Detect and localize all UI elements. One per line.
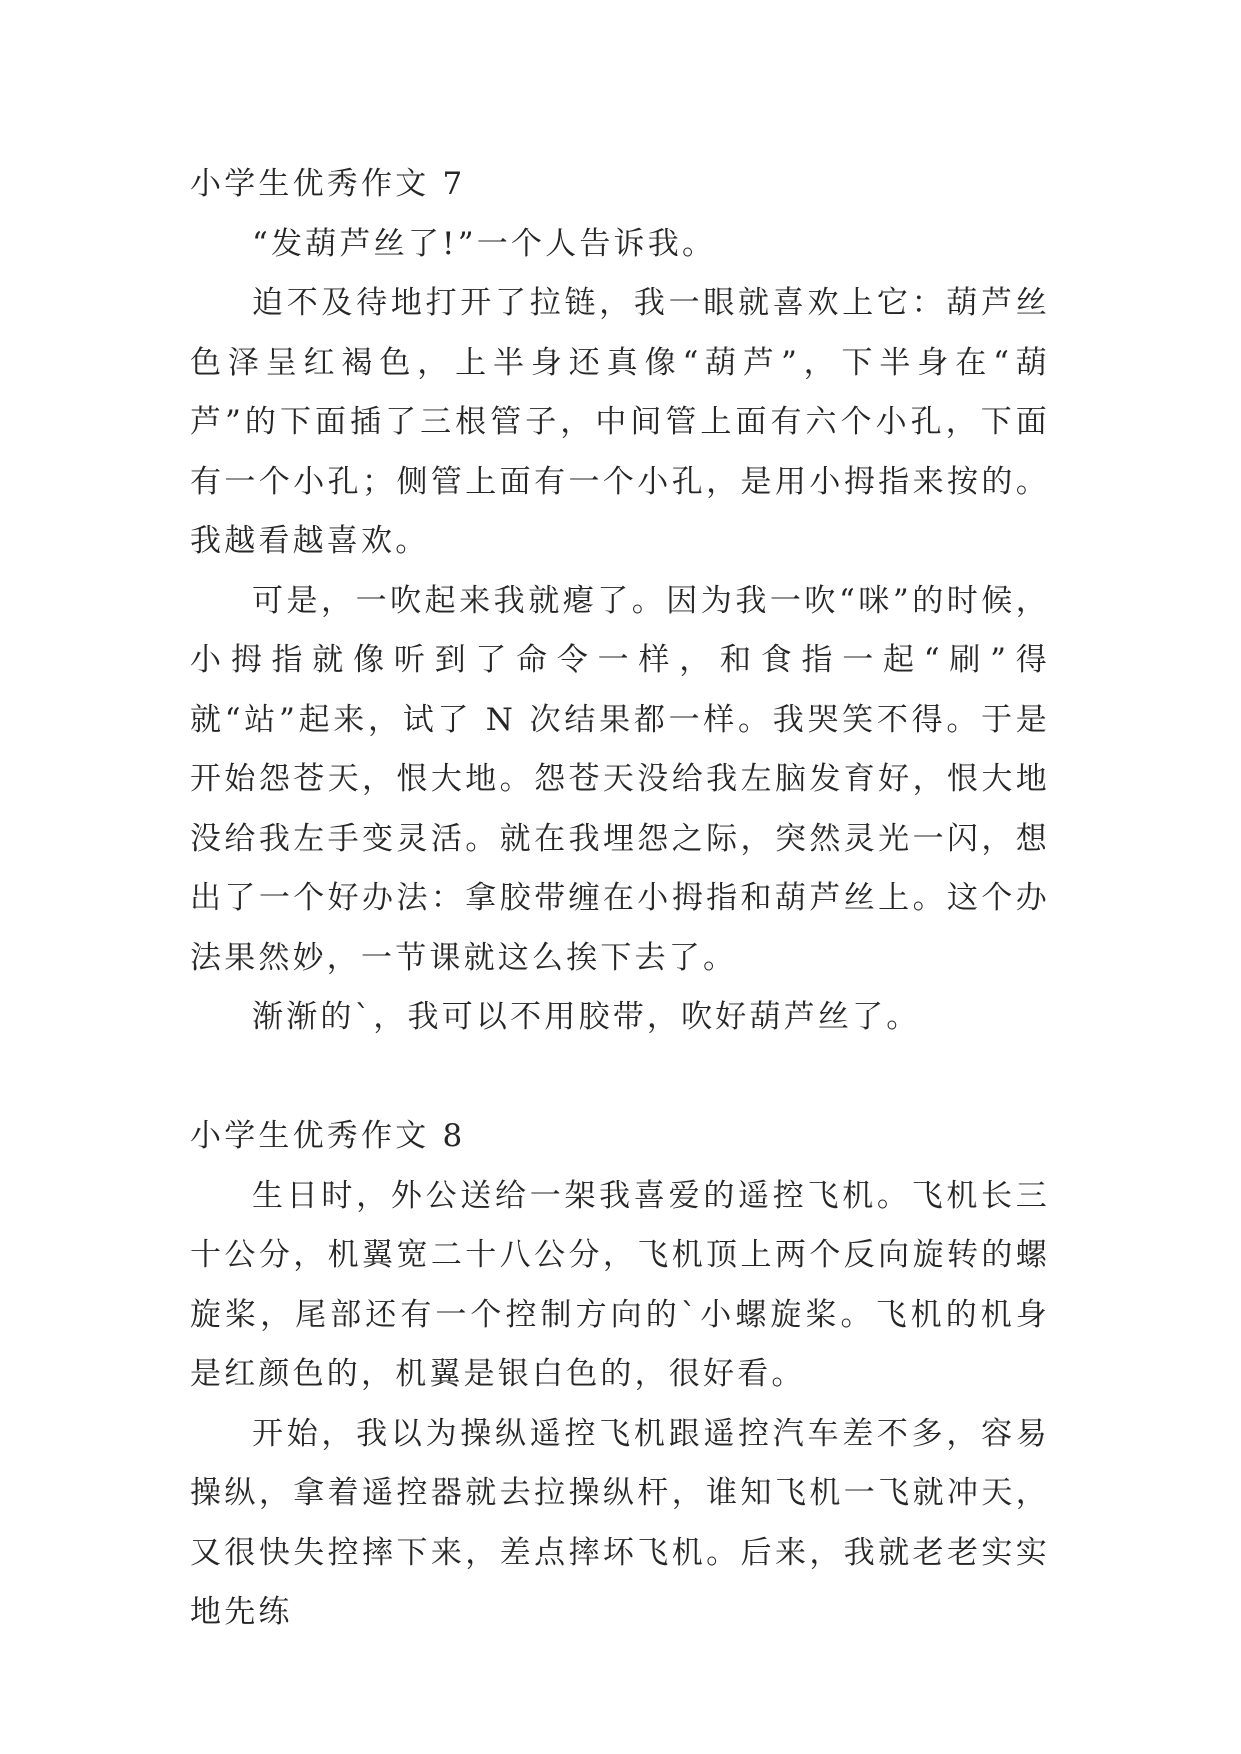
document-body — [190, 155, 1050, 1643]
essay-title-7: 小学生优秀作文 7 — [190, 166, 466, 202]
paragraph: 迫不及待地打开了拉链，我一眼就喜欢上它：葫芦丝色泽呈红褐色，上半身还真像“葫芦”，下半身在“葫芦”的下面插了三根管子，中间管上面有六个小孔，下面有一个小孔；侧管上面有一个小孔，是用小拇指来按的。我越看越喜欢。 — [190, 285, 1050, 559]
essay-title-8: 小学生优秀作文 8 — [190, 1118, 466, 1154]
paragraph: 生日时，外公送给一架我喜爱的遥控飞机。飞机长三十公分，机翼宽二十八公分，飞机顶上两个反向旋转的螺旋桨，尾部还有一个控制方向的`小螺旋桨。飞机的机身是红颜色的，机翼是银白色的，很好看。 — [190, 1177, 1050, 1392]
paragraph: “发葫芦丝了!”一个人告诉我。 — [252, 225, 717, 262]
paragraph: 渐渐的`，我可以不用胶带，吹好葫芦丝了。 — [252, 999, 921, 1035]
section-spacer — [190, 1048, 1050, 1108]
essay-section-8 — [190, 1107, 1050, 1643]
paragraph: 开始，我以为操纵遥控飞机跟遥控汽车差不多，容易操纵，拿着遥控器就去拉操纵杆，谁知飞机一飞就冲天，又很快失控摔下来，差点摔坏飞机。后来，我就老老实实地先练 — [190, 1415, 1050, 1630]
paragraph: 可是，一吹起来我就瘪了。因为我一吹“咪”的时候，小拇指就像听到了命令一样，和食指一起“刷”得就“站”起来，试了 N 次结果都一样。我哭笑不得。于是开始怨苍天，恨大地。怨苍天没给我左脑发育好，恨大地没给我左手变灵活。就在我埋怨之际，突然灵光一闪，想出了一个好办法：拿胶带缠在小拇指和葫芦丝上。这个办法果然妙，一节课就这么挨下去了。 — [190, 582, 1050, 976]
essay-section-7 — [190, 155, 1050, 1048]
